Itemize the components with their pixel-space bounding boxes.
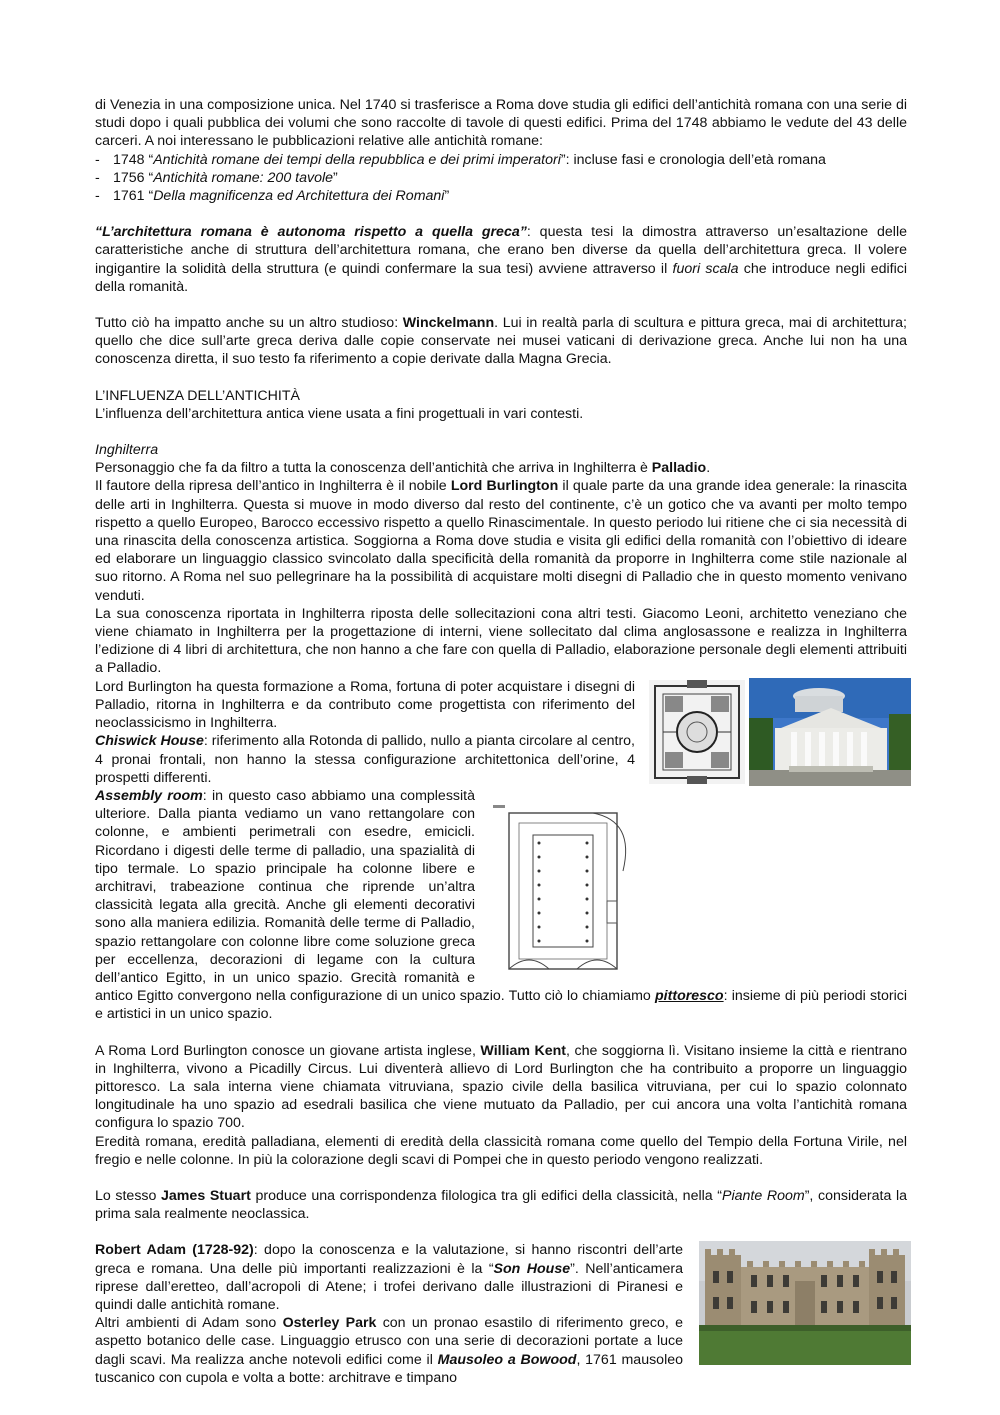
list-item: - 1756 “Antichità romane: 200 tavole” — [95, 169, 338, 186]
paragraph-kent: A Roma Lord Burlington conosce un giovane artista inglese, William Kent, che soggiorna lì. Visitano insieme la città e rientrano in Inghilterra, vivono a Picadilly Circus. Lui diventerà allievo di Lord Burlington che ha contribuito a proporre un linguaggio pittoresco. La sala interna viene chiamata vitruviana, spazio civile della basilica vitruviana, per cui lo spazio colonnato longitudinale ha uno spazio ad esedrali basilica che viene mutuato da Palladio, per cui ancora una volta l’antichità romana configura lo spazio 700. — [95, 1042, 907, 1132]
paragraph-eredita: Eredità romana, eredità palladiana, elementi di eredità della classicità romana come quello del Tempio della Fortuna Virile, nel fregio e nelle colonne. In più la colorazione degli scavi di Pompei che in questo periodo vengono realizzati. — [95, 1133, 907, 1168]
section-title: L’INFLUENZA DELL’ANTICHITÀ — [95, 387, 300, 404]
paragraph-osterley: Altri ambienti di Adam sono Osterley Park con un pronao esastilo di riferimento greco, e aspetto botanico delle case. Linguaggio etrusco con una serie di decorazioni portate a luce dagli scavi. Ma realizza anche notevoli edifici come il Mausoleo a Bowood, 1761 mausoleo tuscanico con cupola e volta a botte: architrave e timpano — [95, 1315, 684, 1386]
list-item: - 1761 “Della magnificenza ed Architettura dei Romani” — [95, 188, 450, 205]
paragraph-burlington: Il fautore della ripresa dell’antico in Inghilterra è il nobile Lord Burlington il quale parte da una grande idea generale: la rinascita delle arti in Inghilterra. Questa si muove in modo diverso dal resto del continente, c’è un gotico che va avanti per molto tempo rispetto a quello Europeo, Barocco eccessivo rispetto a quello Rinascimentale. In questo periodo lui ritiene che ci sia necessità di una rinascita della conoscenza artistica. Soggiorna a Roma dove studia e visita gli edifici della romanità con l’obiettivo di ideare ed elaborare un linguaggio classico svincolato dalla specificità della romanità da proporre in Inghilterra come stile nazionale al suo ritorno. A Roma nel suo pellegrinare ha la possibilità di acquistare molti disegni di Palladio che in questo momento venivano venduti. — [95, 478, 907, 604]
syon-house-figure — [699, 1241, 911, 1365]
chiswick-figures — [649, 678, 911, 786]
chiswick-plan-image — [649, 680, 745, 784]
chiswick-images — [649, 678, 911, 786]
paragraph-winckelmann: Tutto ciò ha impatto anche su un altro studioso: Winckelmann. Lui in realtà parla di scultura e pittura greca, mai di architettura; quello che dice sull’arte greca deriva dalle copie conservate nei musei vaticani di derivazione greca. Anche lui non ha una conoscenza diretta, il suo testo fa riferimento a copie derivate dalla Magna Grecia. — [95, 315, 907, 368]
paragraph-assembly-room: Assembly room: in questo caso abbiamo una complessità ulteriore. Dalla pianta vediamo un vano rettangolare con colonne, e ambienti perimetrali con esedre, emicicli. Ricordano i digesti delle terme di palladio, una spazialità di tipo termale. Lo spazio principale ha colonne libere e architravi, trabeazione continua che riprende un’altra classicità legata alla grecità. Anche gli elementi decorativi sono alla maniera edilizia. Romanità delle terme di Palladio, spazio rettangolare con colonne libre come soluzione greca per eccellenza, decorazioni di legame con la cultura dell’antico Egitto, in un unico spazio. Grecità romanità e antico Egitto convergono nella configurazione di un unico spazio. Tutto ciò lo chiamiamo pittoresco: insieme di più periodi storici e artistici in un unico spazio. — [95, 787, 907, 1023]
paragraph-chiswick: Chiswick House: riferimento alla Rotonda di pallido, nullo a pianta circolare al centro, 4 pronai frontali, non hanno la stessa configurazione architettonica dell’orine, 4 prospetti differenti. — [95, 733, 635, 786]
paragraph-burlington-rome: Lord Burlington ha questa formazione a Roma, fortuna di poter acquistare i disegni di Palladio, ritorna in Inghilterra e da contributo come progettista con riferimento del neoclassicismo in Inghilterra. — [95, 678, 635, 732]
publication-list — [95, 151, 907, 206]
chiswick-photo-image — [749, 678, 911, 786]
subsection-title: Inghilterra — [95, 442, 159, 459]
paragraph-piranesi-intro: di Venezia in una composizione unica. Nel 1740 si trasferisce a Roma dove studia gli edifici dell’antichità romana con una serie di studi dopo i quali pubblica dei volumi che sono raccolte di tavole di questi edifici. Prima del 1748 abbiamo le vedute del 43 delle carceri. A noi interessano le pubblicazioni relative alle antichità romane: — [95, 97, 907, 150]
list-item: - 1748 “Antichità romane dei tempi della repubblica e dei primi imperatori”: incluse fasi e cronologia dell’età romana — [95, 151, 826, 168]
section-intro: L’influenza dell’architettura antica viene usata a fini progettuali in vari contesti. — [95, 405, 584, 422]
paragraph-robert-adam: Robert Adam (1728-92): dopo la conoscenza e la valutazione, si hanno riscontri dell’arte greca e romana. Una delle più importanti realizzazioni è la “Son House”. Nell’anticamera riprese dall’eretteo, dall’acropoli di Atene; i trofei derivano dalle illustrazioni di Piranesi e quindi dalle antichità romane. — [95, 1242, 683, 1313]
paragraph-leoni: La sua conoscenza riportata in Inghilterra riposta delle sollecitazioni cona altri testi. Giacomo Leoni, architetto veneziano che viene chiamato in Inghilterra per la progettazione di interni, viene sollecitato dal clima anglosassone e realizza in Inghilterra l’edizione di 4 libri di architettura, che non hanno a che fare con quella di Palladio, elaborazione personale degli elementi attribuiti a Palladio. — [95, 605, 907, 677]
assembly-room-plan — [489, 801, 639, 973]
paragraph-stuart: Lo stesso James Stuart produce una corrispondenza filologica tra gli edifici della classicità, nella “Piante Room”, considerata la prima sala realmente neoclassica. — [95, 1187, 908, 1223]
document-page — [95, 96, 907, 1387]
assembly-plan-image — [489, 801, 639, 973]
paragraph-thesis: “L’architettura romana è autonoma rispetto a quella greca”: questa tesi la dimostra attraverso un’esaltazione delle caratteristiche anche di struttura dell’architettura romana, che erano ben diverse da quella dell’architettura greca. Il volere ingigantire la solidità della struttura (e quindi confermare la sua tesi) avviene attraverso il fuori scala che introduce negli edifici della romanità. — [95, 224, 907, 295]
paragraph-palladio: Personaggio che fa da filtro a tutta la conoscenza dell’antichità che arriva in Inghilterra è Palladio. — [95, 460, 711, 477]
syon-house-photo-image — [699, 1241, 911, 1365]
